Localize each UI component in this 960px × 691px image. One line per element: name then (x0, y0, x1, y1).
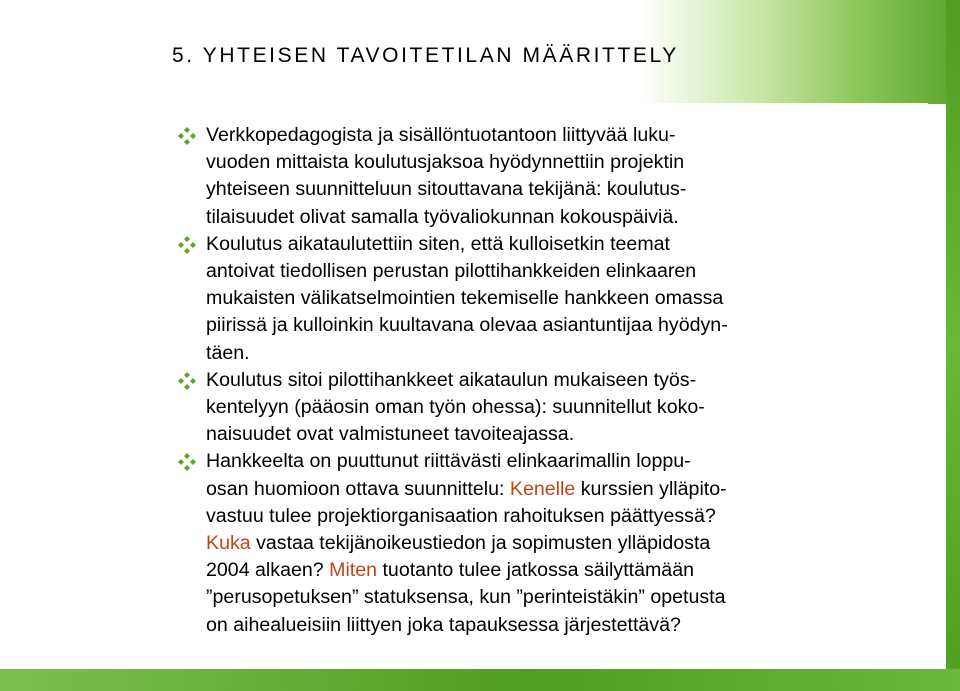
four-diamond-icon (178, 372, 196, 390)
bullet-line: Hankkeelta on puuttunut riittävästi elinkaarimallin loppu- (206, 450, 691, 473)
four-diamond-icon (178, 453, 196, 471)
highlight-word: Kenelle (509, 477, 576, 500)
bullet-item (178, 448, 828, 638)
bullet-line: antoivat tiedollisen perustan pilottihankkeiden elinkaaren (206, 260, 697, 283)
bullet-line: yhteiseen suunnitteluun sitouttavana tekijänä: koulutus- (206, 178, 687, 201)
bullet-line: Koulutus sitoi pilottihankkeet aikataulun mukaiseen työs- (206, 368, 697, 391)
bullet-line: tilaisuudet olivat samalla työvaliokunnan kokouspäiviä. (206, 205, 679, 228)
bullet-line: vastuu tulee projektiorganisaation rahoituksen päättyessä? (206, 504, 716, 527)
bullet-line: Koulutus aikataulutettiin siten, että kulloisetkin teemat (206, 232, 670, 255)
four-diamond-icon (178, 236, 196, 254)
bullet-line: kentelyyn (pääosin oman työn ohessa): suunnitellut koko- (206, 396, 705, 419)
text-run: vastaa tekijänoikeustiedon ja sopimusten ylläpidosta (250, 532, 711, 555)
bullet-list (178, 122, 828, 639)
bullet-line: täen. (206, 341, 250, 364)
highlight-word: Miten (329, 559, 378, 582)
bullet-line: Verkkopedagogista ja sisällöntuotantoon liittyvää luku- (206, 124, 676, 146)
text-run: 2004 alkaen? (206, 559, 330, 582)
bullet-line: piirissä ja kulloinkin kuultavana olevaa asiantuntijaa hyödyn- (206, 314, 728, 337)
bullet-item (178, 367, 828, 449)
highlight-word: Kuka (206, 532, 251, 555)
bullet-line (206, 530, 828, 557)
bullet-line: mukaisten välikatselmointien tekemiselle hankkeen omassa (206, 287, 724, 310)
bullet-line (206, 476, 828, 503)
text-run: osan huomioon ottava suunnittelu: (206, 477, 510, 500)
bullet-item (178, 231, 828, 367)
bullet-line: ”perusopetuksen” statuksensa, kun ”perinteistäkin” opetusta (206, 586, 726, 609)
bullet-line: vuoden mittaista koulutusjaksoa hyödynnettiin projektin (206, 151, 685, 174)
bullet-line (206, 557, 828, 584)
right-green-band (946, 0, 960, 691)
bullet-item (178, 122, 828, 231)
bullet-line: on aihealueisiin liittyen joka tapauksessa järjestettävä? (206, 613, 681, 636)
bottom-green-band (0, 669, 960, 691)
bullet-line: naisuudet ovat valmistuneet tavoiteajassa. (206, 423, 575, 446)
text-run: tuotanto tulee jatkossa säilyttämään (377, 559, 695, 582)
text-run: kurssien ylläpito- (575, 477, 727, 500)
four-diamond-icon (178, 127, 196, 145)
slide-title: 5. YHTEISEN TAVOITETILAN MÄÄRITTELY (172, 44, 679, 67)
